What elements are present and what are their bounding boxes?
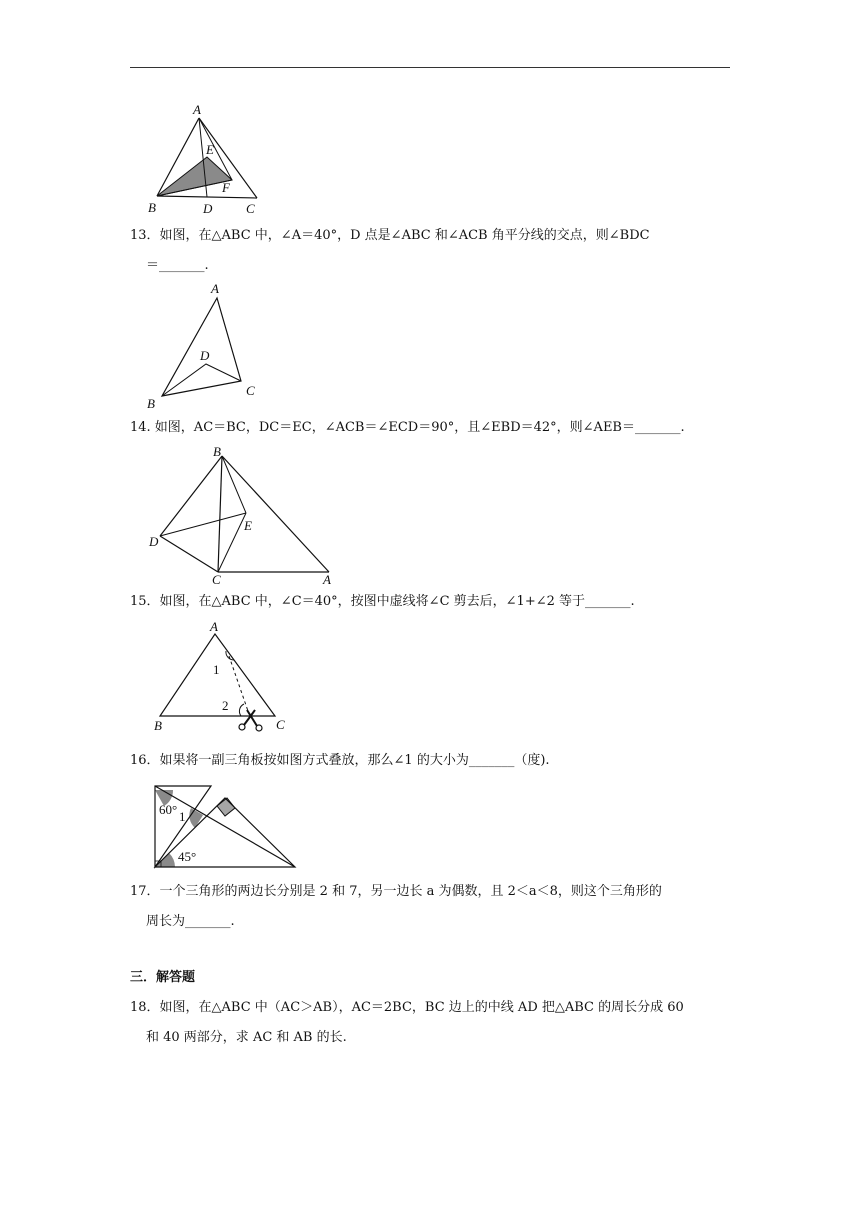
label-C: C bbox=[246, 383, 255, 398]
label-D: D bbox=[200, 348, 210, 363]
shaded-region bbox=[157, 157, 232, 196]
label-A: A bbox=[193, 102, 201, 117]
label-C: C bbox=[276, 717, 285, 732]
question-17-line2: 周长为_______. bbox=[146, 914, 235, 929]
label-C: C bbox=[246, 201, 255, 216]
question-16-line1: 16．如果将一副三角板按如图方式叠放，那么∠1 的大小为_______（度). bbox=[130, 753, 550, 768]
label-A: A bbox=[210, 619, 218, 634]
label-angle-1: 1 bbox=[213, 662, 220, 677]
question-15 bbox=[130, 587, 730, 617]
label-C: C bbox=[212, 572, 221, 586]
question-14-line1: 14. 如图，AC＝BC，DC＝EC，∠ACB＝∠ECD＝90°，且∠EBD＝42°，则∠AEB＝_______. bbox=[130, 420, 685, 435]
label-A: A bbox=[323, 572, 331, 586]
figure-q13 bbox=[140, 282, 270, 412]
question-18 bbox=[130, 993, 730, 1053]
label-B: B bbox=[147, 396, 155, 411]
question-13 bbox=[130, 221, 730, 281]
label-D: D bbox=[149, 534, 159, 549]
figure-q14 bbox=[140, 444, 350, 586]
question-17-line1: 17．一个三角形的两边长分别是 2 和 7，另一边长 a 为偶数，且 2＜a＜8，则这个三角形的 bbox=[130, 884, 662, 899]
label-45-degrees: 45° bbox=[178, 849, 197, 864]
question-14 bbox=[130, 413, 730, 443]
header-rule bbox=[130, 67, 730, 68]
label-B: B bbox=[154, 718, 162, 733]
label-E: E bbox=[244, 518, 252, 533]
label-F: F bbox=[222, 180, 230, 195]
label-angle-1: 1 bbox=[179, 809, 186, 824]
question-16 bbox=[130, 746, 730, 776]
label-E: E bbox=[206, 142, 214, 157]
label-B: B bbox=[213, 444, 221, 459]
label-angle-2: 2 bbox=[222, 698, 229, 713]
scissors-icon bbox=[239, 710, 262, 731]
question-15-line1: 15．如图，在△ABC 中，∠C＝40°，按图中虚线将∠C 剪去后，∠1+∠2 等于_______. bbox=[130, 594, 635, 609]
label-A: A bbox=[211, 282, 219, 296]
label-60-degrees: 60° bbox=[159, 802, 178, 817]
question-13-line1: 13．如图，在△ABC 中，∠A＝40°，D 点是∠ABC 和∠ACB 角平分线的交点，则∠BDC bbox=[130, 228, 650, 243]
question-18-line1: 18．如图，在△ABC 中（AC＞AB），AC＝2BC，BC 边上的中线 AD 把△ABC 的周长分成 60 bbox=[130, 1000, 684, 1015]
figure-q16 bbox=[145, 780, 310, 875]
label-B: B bbox=[148, 200, 156, 215]
figure-q15 bbox=[140, 618, 300, 738]
question-18-line2: 和 40 两部分，求 AC 和 AB 的长. bbox=[146, 1030, 347, 1045]
section-heading: 三．解答题 bbox=[130, 970, 196, 985]
figure-q12 bbox=[140, 100, 270, 220]
label-D: D bbox=[203, 201, 213, 216]
question-17 bbox=[130, 877, 730, 937]
question-13-line2: ＝_______. bbox=[146, 258, 209, 273]
